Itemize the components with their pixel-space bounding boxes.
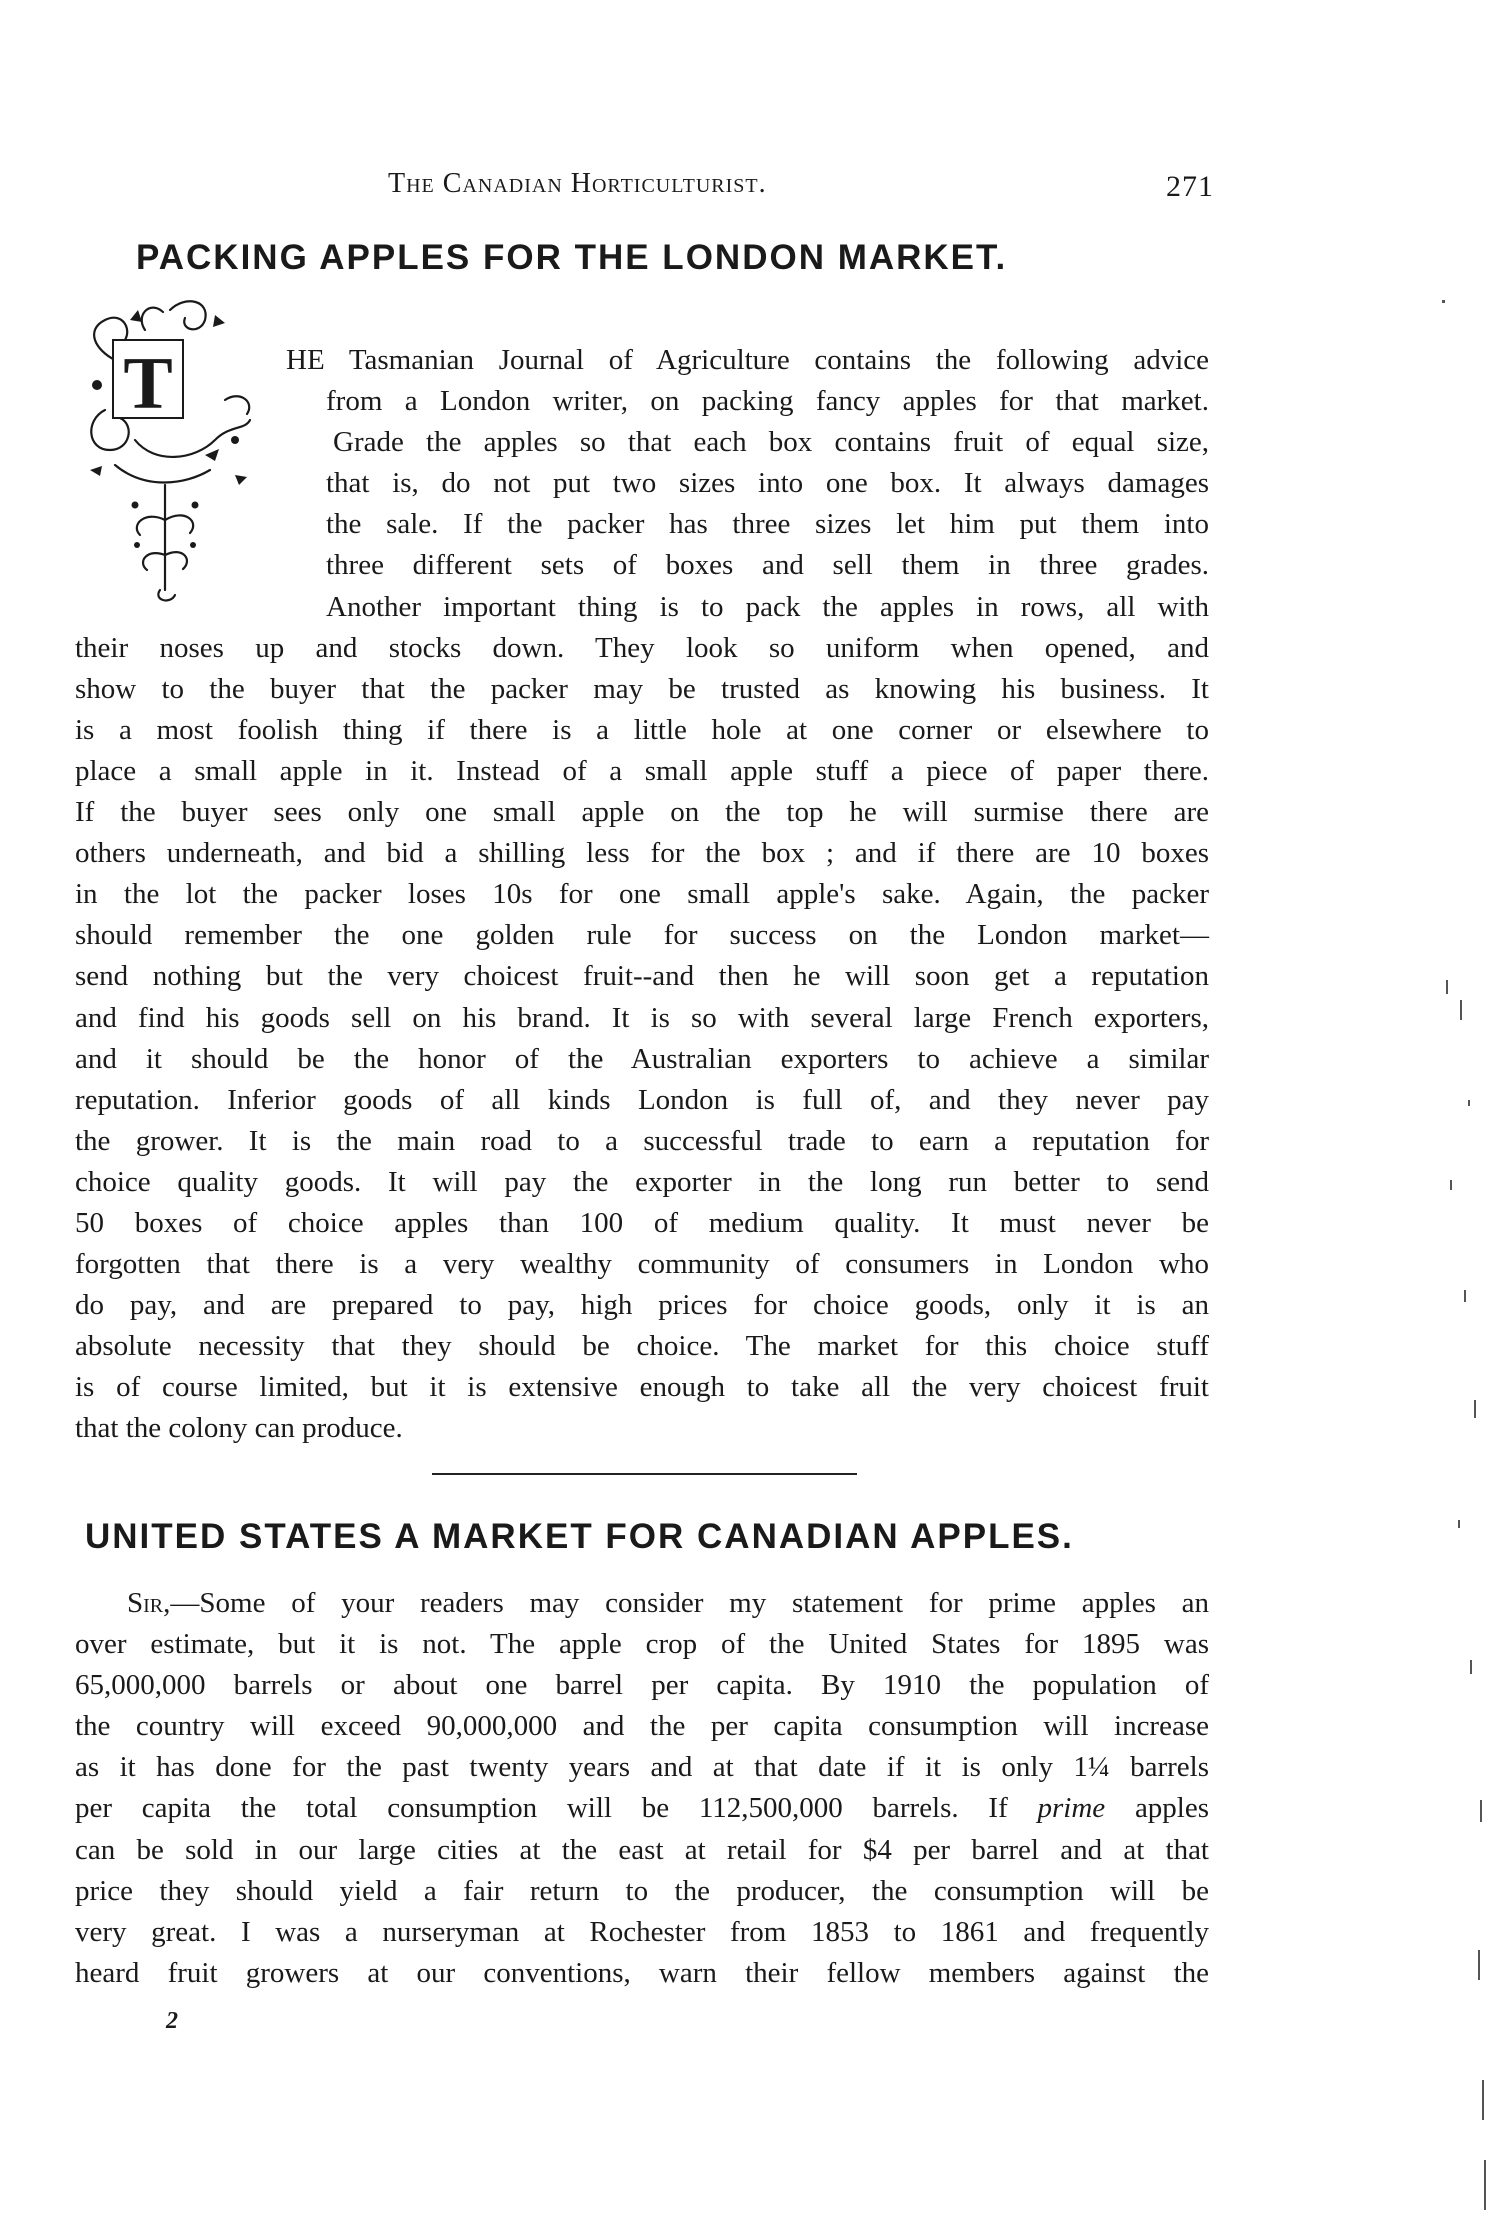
article1-line: absolute necessity that they should be choice. The market for this choice stuff <box>75 1330 1209 1363</box>
article1-line: the grower. It is the main road to a successful trade to earn a reputation for <box>75 1124 1209 1157</box>
article2-line: the country will exceed 90,000,000 and the per capita consumption will increase <box>75 1710 1209 1743</box>
article1-line: that the colony can produce. <box>75 1412 403 1445</box>
article2-line-6 <box>75 1788 1209 1829</box>
article1-line: three different sets of boxes and sell them in three grades. <box>326 549 1209 582</box>
article1-line: in the lot the packer loses 10s for one small apple's sake. Again, the packer <box>75 878 1209 911</box>
article-title-packing-apples: PACKING APPLES FOR THE LONDON MARKET. <box>136 238 1008 277</box>
article1-line: and find his goods sell on his brand. It is so with several large French exporters, <box>75 1001 1209 1034</box>
article-title-united-states-market: UNITED STATES A MARKET FOR CANADIAN APPLES. <box>85 1517 1074 1556</box>
article2-line: over estimate, but it is not. The apple crop of the United States for 1895 was <box>75 1628 1209 1661</box>
running-head-text: The Canadian Horticulturist. <box>388 168 767 199</box>
page-number: 271 <box>1166 170 1214 203</box>
signature-mark: 2 <box>166 2008 178 2034</box>
article2-line: price they should yield a fair return to the producer, the consumption will be <box>75 1874 1209 1907</box>
article2-line: very great. I was a nurseryman at Rochester from 1853 to 1861 and frequently <box>75 1915 1209 1948</box>
article1-line: that is, do not put two sizes into one box. It always damages <box>326 467 1209 500</box>
article1-line: others underneath, and bid a shilling less for the box ; and if there are 10 boxes <box>75 837 1209 870</box>
article1-line: should remember the one golden rule for success on the London market— <box>75 919 1209 952</box>
article2-line-6-start: per capita the total consumption will be 112,500,000 barrels. If <box>75 1792 1008 1825</box>
italic-word-prime: prime <box>1037 1792 1106 1825</box>
article1-line: the sale. If the packer has three sizes let him put them into <box>326 508 1209 541</box>
article2-line-6-end: apples <box>1134 1792 1210 1825</box>
article1-line: is a most foolish thing if there is a little hole at one corner or elsewhere to <box>75 713 1209 746</box>
article1-line: place a small apple in it. Instead of a small apple stuff a piece of paper there. <box>75 754 1209 787</box>
article1-line: choice quality goods. It will pay the exporter in the long run better to send <box>75 1165 1209 1198</box>
article1-line: HE Tasmanian Journal of Agriculture contains the following advice <box>286 344 1209 376</box>
article1-line: show to the buyer that the packer may be trusted as knowing his business. It <box>75 672 1209 705</box>
article1-line: Another important thing is to pack the apples in rows, all with <box>326 590 1209 623</box>
salutation: Sir, <box>127 1587 171 1619</box>
article1-line: and it should be the honor of the Australian exporters to achieve a similar <box>75 1042 1209 1075</box>
article1-line: forgotten that there is a very wealthy community of consumers in London who <box>75 1248 1209 1281</box>
article1-line: Grade the apples so that each box contains fruit of equal size, <box>333 426 1209 459</box>
article2-line: as it has done for the past twenty years and at that date if it is only 1¼ barrels <box>75 1751 1209 1784</box>
running-head <box>388 168 767 200</box>
article-body-united-states-market <box>75 1583 1209 1994</box>
article1-line: send nothing but the very choicest fruit--and then he will soon get a reputation <box>75 960 1209 993</box>
article1-line: their noses up and stocks down. They look so uniform when opened, and <box>75 631 1209 664</box>
article1-line: is of course limited, but it is extensive enough to take all the very choicest fruit <box>75 1371 1209 1404</box>
article2-line: can be sold in our large cities at the east at retail for $4 per barrel and at that <box>75 1833 1209 1866</box>
article-body-packing-apples <box>75 340 1209 1450</box>
article1-line: 50 boxes of choice apples than 100 of medium quality. It must never be <box>75 1206 1209 1239</box>
section-divider <box>432 1473 857 1475</box>
drop-cap-letter: T <box>123 343 173 425</box>
article2-line: 65,000,000 barrels or about one barrel per capita. By 1910 the population of <box>75 1669 1209 1702</box>
article2-line-1-text: —Some of your readers may consider my statement for prime apples an <box>170 1587 1209 1619</box>
article1-line: If the buyer sees only one small apple on the top he will surmise there are <box>75 796 1209 829</box>
scan-edge-specks <box>1428 100 1488 2230</box>
article1-line: from a London writer, on packing fancy apples for that market. <box>326 385 1209 418</box>
article2-line: heard fruit growers at our conventions, warn their fellow members against the <box>75 1956 1209 1989</box>
article1-line: reputation. Inferior goods of all kinds London is full of, and they never pay <box>75 1083 1209 1116</box>
article2-line-1 <box>75 1583 1209 1624</box>
article1-line: do pay, and are prepared to pay, high prices for choice goods, only it is an <box>75 1289 1209 1322</box>
